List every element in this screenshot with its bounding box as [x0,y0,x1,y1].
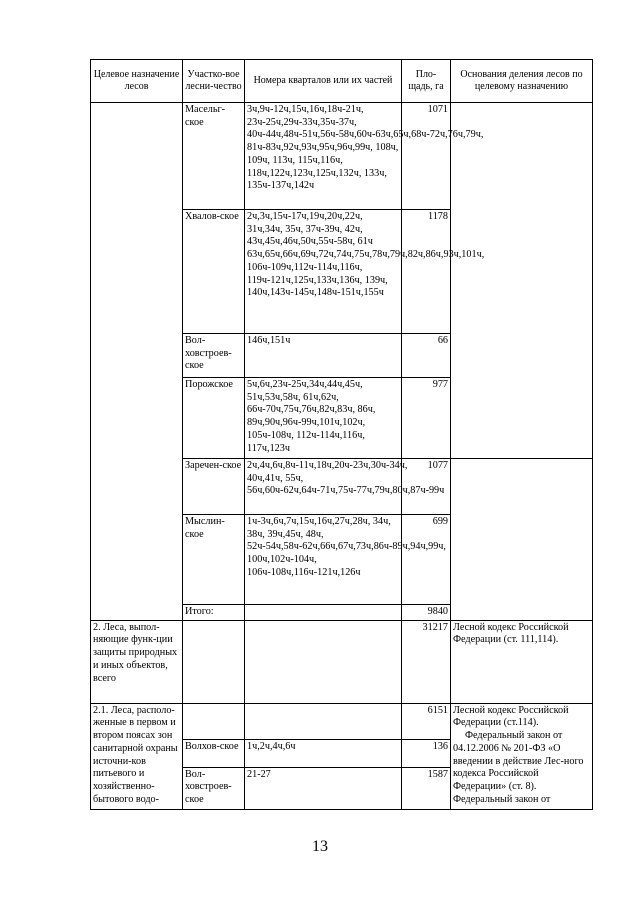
area-cell: 1077 [402,459,451,515]
forestry-cell: Заречен-ское [183,459,245,515]
area-cell: 977 [402,378,451,459]
area-cell: 1178 [402,210,451,334]
blocks-cell: 1ч,2ч,4ч,6ч [245,739,402,767]
blocks-cell [245,703,402,739]
header-basis: Основания деления лесов по целевому назначению [451,60,593,103]
blocks-cell: 3ч,9ч-12ч,15ч,16ч,18ч-21ч, 23ч-25ч,29ч-33ч,35ч-37ч, 40ч-44ч,48ч-51ч,56ч-58ч,60ч-63ч,65ч,68ч-72ч,76ч,79ч, 81ч-83ч,92ч,93ч,95ч,96ч,99ч, 108ч, 109ч, 113ч, 115ч,116ч, 118ч,122ч,123ч,125ч,132ч, 133ч, 135ч-137ч,142ч [245,103,402,210]
blocks-cell [245,605,402,621]
basis-cell-empty [451,103,593,459]
area-cell: 699 [402,515,451,605]
blocks-cell: 2ч,4ч,6ч,8ч-11ч,18ч,20ч-23ч,30ч-34ч, 40ч,41ч, 55ч, 56ч,60ч-62ч,64ч-71ч,75ч-77ч,79ч,80ч,87ч-99ч [245,459,402,515]
basis-cell: Лесной кодекс Российской Федерации (ст. 111,114). [451,620,593,703]
forestry-cell: Мыслин-ское [183,515,245,605]
forestry-cell: Вол-ховстроев-ское [183,334,245,378]
purpose-cell-empty [91,103,183,621]
blocks-cell [245,620,402,703]
forestry-cell: Масельг-ское [183,103,245,210]
area-cell: 1071 [402,103,451,210]
purpose-cell: 2. Леса, выпол-няющие функ-ции защиты природных и иных объектов, всего [91,620,183,703]
header-area: Пло-щадь, га [402,60,451,103]
header-blocks: Номера кварталов или их частей [245,60,402,103]
forestry-cell [183,620,245,703]
forestry-cell: Волхов-ское [183,739,245,767]
area-cell: 6151 [402,703,451,739]
area-cell: 66 [402,334,451,378]
basis-text-1: Лесной кодекс Российской Федерации (ст.114). [453,704,569,729]
area-cell: 31217 [402,620,451,703]
forestry-cell: Хвалов-ское [183,210,245,334]
forestry-cell: Порожское [183,378,245,459]
purpose-cell: 2.1. Леса, располо-женные в первом и втором поясах зон санитарной охраны источни-ков питьевого и хозяйственно-бытового водо- [91,703,183,809]
area-cell: 1587 [402,767,451,809]
section-2-1-row [91,703,593,739]
forest-purpose-table [90,59,593,810]
section-2-row [91,620,593,703]
table-row [91,103,593,210]
basis-cell-empty [451,459,593,621]
blocks-cell: 2ч,3ч,15ч-17ч,19ч,20ч,22ч, 31ч,34ч, 35ч, 37ч-39ч, 42ч, 43ч,45ч,46ч,50ч,55ч-58ч, 61ч 63ч,65ч,66ч,69ч,72ч,74ч,75ч,78ч,79ч,82ч,86ч,93ч,101ч, 106ч-109ч,112ч-114ч,116ч, 119ч-121ч,125ч,133ч,136ч, 139ч, 140ч,143ч-145ч,148ч-151ч,155ч [245,210,402,334]
table-header-row [91,60,593,103]
forestry-cell: Вол-ховстроев-ское [183,767,245,809]
basis-cell [451,703,593,809]
blocks-cell: 5ч,6ч,23ч-25ч,34ч,44ч,45ч, 51ч,53ч,58ч, 61ч,62ч, 66ч-70ч,75ч,76ч,82ч,83ч, 86ч, 89ч,90ч,96ч-99ч,101ч,102ч, 105ч-108ч, 112ч-114ч,116ч, 117ч,123ч [245,378,402,459]
total-label: Итого: [183,605,245,621]
header-forestry: Участко-вое лесни-чество [183,60,245,103]
basis-text-2: Федеральный закон от 04.12.2006 № 201-ФЗ «О введении в действие Лес-ного кодекса Российской Федерации» (ст. 8). Федеральный закон от [453,730,584,805]
page-number: 13 [312,838,328,855]
forestry-cell [183,703,245,739]
blocks-cell: 21-27 [245,767,402,809]
blocks-cell: 146ч,151ч [245,334,402,378]
blocks-cell: 1ч-3ч,6ч,7ч,15ч,16ч,27ч,28ч, 34ч, 38ч, 39ч,45ч, 48ч, 52ч-54ч,58ч-62ч,66ч,67ч,73ч,86ч-89ч,94ч,99ч, 100ч,102ч-104ч, 106ч-108ч,116ч-121ч,126ч [245,515,402,605]
total-area: 9840 [402,605,451,621]
header-purpose: Целевое назначение лесов [91,60,183,103]
area-cell: 136 [402,739,451,767]
